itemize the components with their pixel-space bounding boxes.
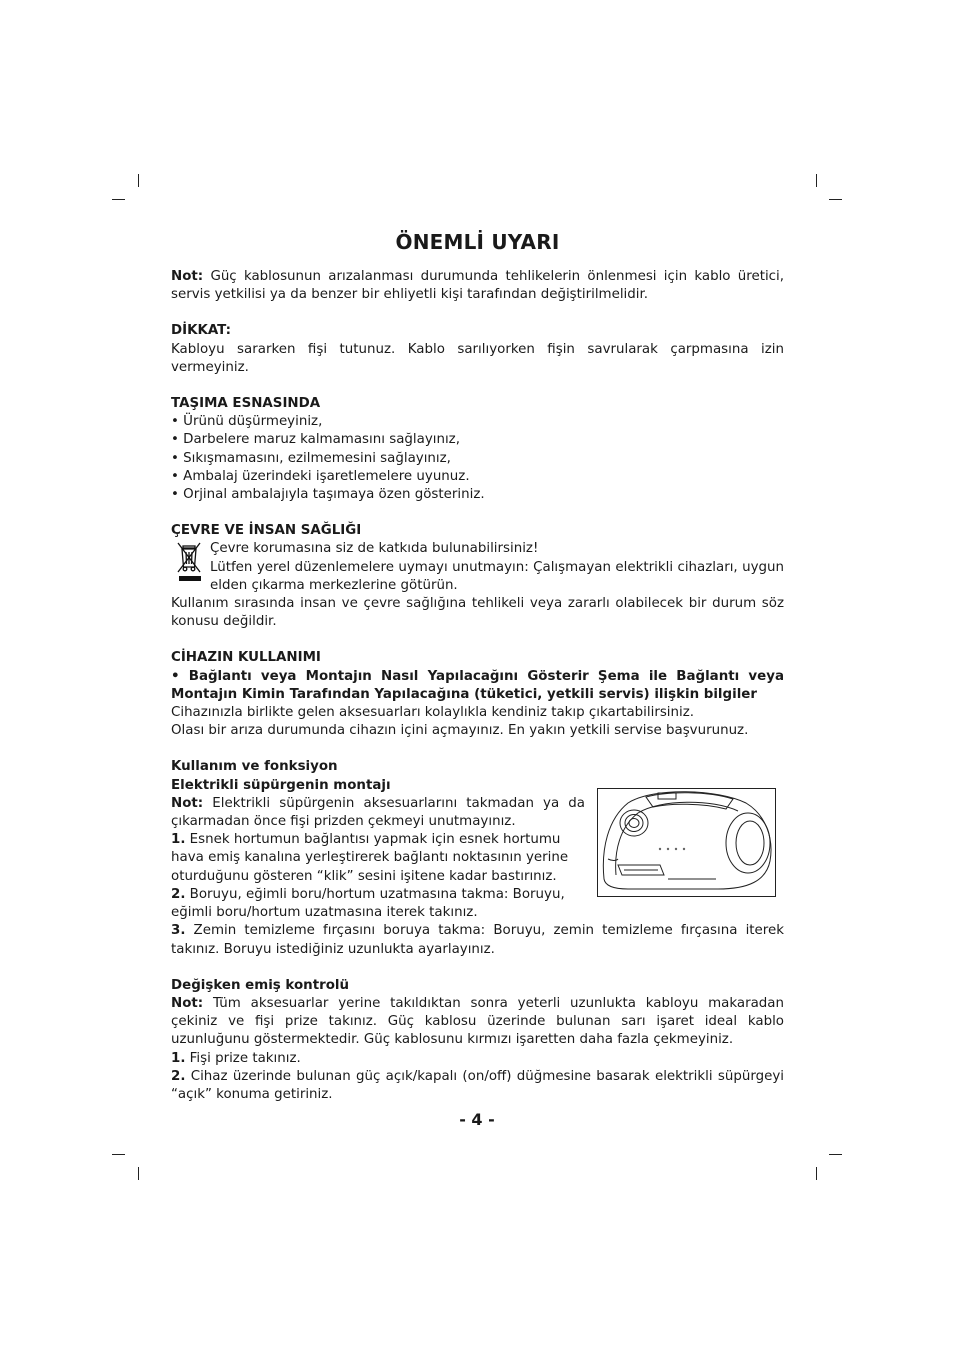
crop-mark [829,1154,842,1155]
bullet: • [171,668,189,684]
step-text: Cihaz üzerinde bulunan güç açık/kapalı (on/off) düğmesine basarak elektrikli süpürgeyi “açık” konuma getiriniz. [171,1068,784,1102]
environment-text: Kullanım sırasında insan ve çevre sağlığına tehlikeli veya zararlı olabilecek bir durum söz konusu değildir. [171,596,784,630]
page-content [171,228,784,1104]
device-usage-bold-item [171,668,784,704]
step-number: 3. [171,923,186,939]
caution-heading: DİKKAT: [171,323,231,339]
list-item: • Darbelere maruz kalmamasını sağlayınız, [171,431,784,449]
note-label: Not: [171,795,204,811]
suction-note [171,995,784,1050]
vacuum-cleaner-illustration [597,788,776,897]
environment-heading: ÇEVRE VE İNSAN SAĞLIĞI [171,523,362,539]
step-number: 2. [171,1068,186,1084]
transport-heading: TAŞIMA ESNASINDA [171,396,321,412]
transport-list [171,413,784,504]
suction-step-1 [171,1050,784,1068]
step-text: Zemin temizleme fırçasını boruya takma: Boruyu, zemin temizleme fırçasına iterek takınız. Boruyu istediğiniz uzunlukta ayarlayınız. [171,923,784,957]
usage-step-3 [171,922,784,958]
step-text: Esnek hortumun bağlantısı yapmak için esnek hortumu hava emiş kanalına yerleştirerek bağlantı noktasının yerine oturduğunu gösteren “klik” sesini işitene kadar bastırınız. [171,832,569,884]
step-text: Fişi prize takınız. [185,1050,301,1066]
crop-mark [112,1154,125,1155]
note-label: Not: [171,269,204,284]
list-item: • Orjinal ambalajıyla taşımaya özen gösteriniz. [171,486,784,504]
device-usage-line-2: Olası bir arıza durumunda cihazın içini açmayınız. En yakın yetkili servise başvurunuz. [171,723,749,739]
crossed-out-wheelie-bin-icon [173,540,207,590]
list-item: • Ürünü düşürmeyiniz, [171,413,784,431]
usage-subheading: Elektrikli süpürgenin montajı [171,777,391,793]
step-text: Boruyu, eğimli boru/hortum uzatmasına takma: Boruyu, eğimli boru/hortum uzatmasına iterek takınız. [171,886,565,921]
page-number: - 4 - [459,1110,495,1129]
crop-mark [138,1167,139,1180]
environment-line-1: Çevre korumasına siz de katkıda bulunabilirsiniz! [210,541,539,557]
note-text: Tüm aksesuarlar yerine takıldıktan sonra yeterli uzunlukta kabloyu makaradan çekiniz ve fişi prize takınız. Güç kablosu üzerinde bulunan sarı işaret ideal kablo uzunluğunu göstermektedir. Güç kablosunu kırmızı işaretten daha fazla çekmeyiniz. [171,995,784,1048]
suction-heading: Değişken emiş kontrolü [171,977,350,993]
note-power-cord [171,268,784,304]
environment-section [171,522,784,631]
caution-section [171,322,784,377]
device-usage-line-1: Cihazınızla birlikte gelen aksesuarları kolaylıkla kendiniz takıp çıkartabilirsiniz. [171,705,695,721]
step-number: 1. [171,1050,186,1066]
environment-line-2: Lütfen yerel düzenlemelere uymayı unutmayın: Çalışmayan elektrikli cihazları, uygun elden çıkarma merkezlerine götürün. [210,559,784,593]
suction-step-2 [171,1068,784,1104]
usage-section [171,758,784,958]
crop-mark [829,199,842,200]
step-number: 1. [171,832,186,848]
environment-notice [171,540,784,595]
usage-note [171,795,585,831]
usage-step-1 [171,831,585,886]
note-text: Elektrikli süpürgenin aksesuarlarını takmadan ya da çıkarmadan önce fişi prizden çekmeyi unutmayınız. [171,795,585,830]
transport-section [171,395,784,504]
step-number: 2. [171,886,186,902]
bold-item-text: Bağlantı veya Montajın Nasıl Yapılacağını Gösterir Şema ile Bağlantı veya Montajın Kimin Tarafından Yapılacağına (tüketici, yetkili servis) ilişkin bilgiler [171,668,784,702]
usage-heading: Kullanım ve fonksiyon [171,759,338,775]
page-title: ÖNEMLİ UYARI [395,230,560,254]
note-label: Not: [171,995,204,1011]
list-item: • Ambalaj üzerindeki işaretlemelere uyunuz. [171,468,784,486]
crop-mark [816,1167,817,1180]
caution-text: Kabloyu sararken fişi tutunuz. Kablo sarılıyorken fişin savrularak çarpmasına izin vermeyiniz. [171,341,784,375]
device-usage-heading: CİHAZIN KULLANIMI [171,650,321,666]
crop-mark [816,174,817,187]
suction-section [171,977,784,1104]
list-item: • Sıkışmamasını, ezilmemesini sağlayınız, [171,450,784,468]
crop-mark [112,199,125,200]
crop-mark [138,174,139,187]
note-text: Güç kablosunun arızalanması durumunda tehlikelerin önlenmesi için kablo üretici, servis yetkilisi ya da benzer bir ehliyetli kişi tarafından değiştirilmelidir. [171,269,784,303]
usage-step-2 [171,886,585,922]
device-usage-section [171,649,784,740]
